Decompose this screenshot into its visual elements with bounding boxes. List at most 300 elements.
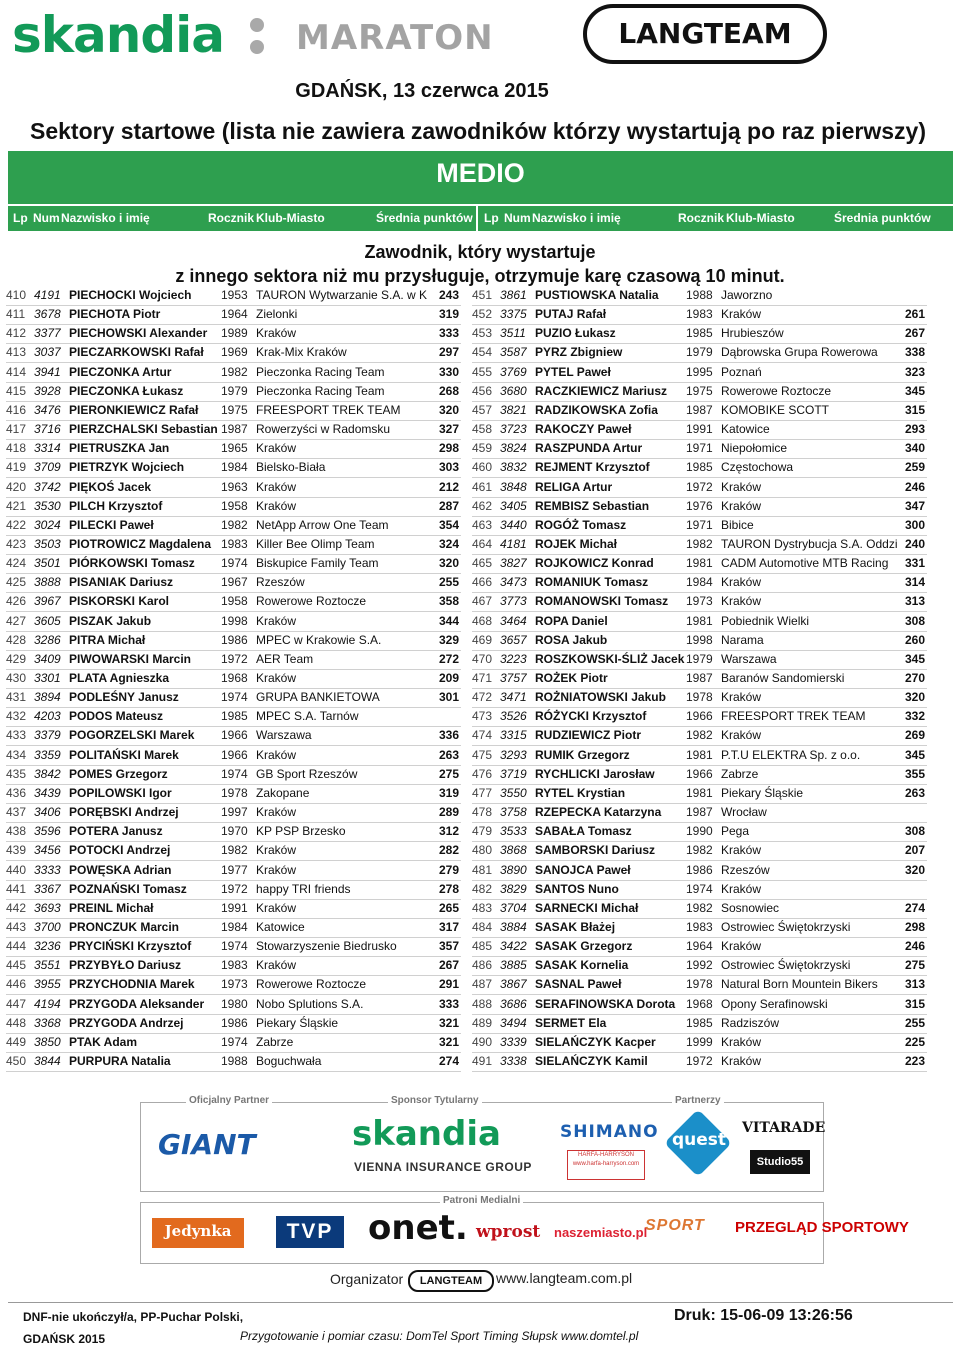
row-club: Rzeszów (256, 575, 305, 590)
row-club: Kraków (256, 843, 297, 858)
row-number: 3723 (500, 422, 527, 437)
row-year: 1974 (221, 766, 248, 781)
row-points: 345 (904, 651, 925, 666)
row-place: 464 (472, 536, 493, 551)
row-name: PYRZ Zbigniew (535, 345, 623, 360)
row-number: 3439 (34, 785, 61, 800)
row-points: 320 (904, 862, 925, 877)
row-points: 269 (904, 728, 925, 743)
table-row (472, 900, 927, 919)
row-name: RYTEL Krystian (535, 785, 626, 800)
row-place: 448 (6, 1015, 27, 1030)
row-number: 3367 (34, 881, 61, 896)
row-name: RAKOCZY Paweł (535, 422, 632, 437)
row-year: 1984 (221, 460, 248, 475)
row-club: Zielonki (256, 307, 298, 322)
row-year: 1971 (686, 441, 713, 456)
row-number: 4203 (34, 709, 61, 724)
row-year: 1983 (686, 307, 713, 322)
row-place: 449 (6, 1034, 27, 1049)
row-number: 3967 (34, 594, 61, 609)
tvp-logo: TVP (276, 1216, 344, 1248)
row-club: Kraków (256, 479, 297, 494)
row-club: Baranów Sandomierski (721, 671, 845, 685)
row-place: 418 (6, 441, 27, 456)
row-number: 3861 (500, 288, 527, 302)
table-row (472, 344, 927, 363)
row-year: 1981 (686, 556, 713, 571)
row-points: 263 (438, 747, 459, 762)
row-number: 3409 (34, 651, 61, 666)
row-club: Ostrowiec Świętokrzyski (721, 919, 851, 934)
table-row (472, 574, 927, 593)
table-row (6, 689, 461, 708)
row-points: 347 (904, 498, 925, 513)
row-place: 445 (6, 958, 27, 973)
row-number: 3848 (500, 479, 527, 494)
row-place: 482 (472, 881, 493, 896)
row-name: SASAK Kornelia (535, 958, 629, 973)
row-points: 320 (438, 556, 459, 571)
row-year: 1987 (686, 805, 713, 820)
row-year: 1971 (686, 517, 713, 532)
row-year: 1986 (221, 632, 248, 647)
row-points: 357 (438, 939, 459, 954)
table-row (472, 651, 927, 670)
row-year: 1984 (686, 575, 713, 590)
row-name: PREINL Michał (69, 900, 154, 915)
event-name: GDAŃSK 2015 (23, 1332, 106, 1346)
row-number: 3704 (500, 900, 527, 915)
row-place: 435 (6, 766, 27, 781)
row-place: 474 (472, 728, 493, 743)
row-year: 1981 (686, 613, 713, 628)
row-name: PRZYCHODNIA Marek (69, 977, 195, 992)
row-number: 3832 (500, 460, 527, 475)
print-timestamp: Druk: 15-06-09 13:26:56 (674, 1307, 853, 1324)
row-year: 1968 (221, 671, 248, 685)
row-club: happy TRI friends (256, 881, 351, 896)
row-number: 3827 (500, 556, 527, 571)
row-points: 336 (438, 728, 459, 743)
row-club: Kraków (721, 1054, 762, 1068)
row-points: 327 (438, 422, 459, 437)
row-points: 267 (438, 958, 459, 973)
row-name: PIERONKIEWICZ Rafał (69, 402, 199, 417)
row-name: REMBISZ Sebastian (535, 498, 650, 513)
table-row (472, 364, 927, 383)
row-name: POZNAŃSKI Tomasz (69, 881, 187, 896)
table-row (472, 383, 927, 402)
table-row (472, 862, 927, 881)
row-divider (6, 1071, 461, 1072)
row-name: RUDZIEWICZ Piotr (535, 728, 641, 743)
row-name: SANTOS Nuno (535, 881, 619, 896)
row-club: Kraków (721, 728, 762, 743)
row-place: 438 (6, 824, 27, 839)
row-points: 274 (438, 1054, 459, 1068)
row-club: Zabrze (256, 1034, 294, 1049)
row-number: 3368 (34, 1015, 61, 1030)
row-club: Kraków (256, 958, 297, 973)
row-year: 1984 (221, 919, 248, 934)
row-name: SABAŁA Tomasz (535, 824, 632, 839)
table-row (472, 842, 927, 861)
row-name: PIĘKOŚ Jacek (69, 479, 152, 494)
harfa-harryson-logo: HARFA-HARRYSON www.harfa-harryson.com (567, 1150, 645, 1180)
col-points: Średnia punktów (376, 211, 473, 225)
table-row (472, 938, 927, 957)
table-row (472, 325, 927, 344)
row-year: 1981 (686, 785, 713, 800)
studio55-logo: Studio55 (750, 1150, 810, 1174)
row-number: 3719 (500, 766, 527, 781)
row-club: KP PSP Brzesko (256, 824, 346, 839)
row-points: 287 (438, 498, 459, 513)
row-place: 467 (472, 594, 493, 609)
row-club: Dąbrowska Grupa Rowerowa (721, 345, 878, 360)
row-club: Zakopane (256, 785, 310, 800)
row-year: 1975 (221, 402, 248, 417)
row-number: 3884 (500, 919, 527, 934)
row-place: 419 (6, 460, 27, 475)
row-place: 414 (6, 364, 27, 379)
row-year: 1997 (221, 805, 248, 820)
row-place: 490 (472, 1034, 493, 1049)
row-number: 3700 (34, 919, 61, 934)
table-row (6, 919, 461, 938)
row-club: FREESPORT TREK TEAM (256, 402, 401, 417)
row-number: 3526 (500, 709, 527, 724)
table-row (472, 593, 927, 612)
row-name: PISZAK Jakub (69, 613, 152, 628)
row-place: 485 (472, 939, 493, 954)
row-number: 3709 (34, 460, 61, 475)
row-club: P.T.U ELEKTRA Sp. z o.o. (721, 747, 861, 762)
row-year: 1974 (221, 1034, 248, 1049)
row-place: 476 (472, 766, 493, 781)
table-row (6, 938, 461, 957)
row-club: Sosnowiec (721, 900, 780, 915)
row-year: 1978 (686, 977, 713, 992)
row-place: 455 (472, 364, 493, 379)
table-row (6, 766, 461, 785)
row-year: 1974 (686, 881, 713, 896)
row-club: Rzeszów (721, 862, 770, 877)
row-name: PIETRUSZKA Jan (69, 441, 170, 456)
row-points: 312 (438, 824, 459, 839)
row-number: 3757 (500, 671, 527, 685)
row-year: 1972 (221, 651, 248, 666)
row-name: PIECHOWSKI Alexander (69, 326, 208, 341)
table-row (472, 823, 927, 842)
naszemiasto-logo: naszemiasto.pl (554, 1225, 648, 1240)
row-place: 434 (6, 747, 27, 762)
row-name: SIELAŃCZYK Kamil (535, 1054, 648, 1068)
row-year: 1982 (686, 843, 713, 858)
table-row (472, 957, 927, 976)
row-place: 458 (472, 422, 493, 437)
row-name: RÓŻYCKI Krzysztof (535, 709, 647, 724)
table-row (6, 842, 461, 861)
row-name: RASZPUNDA Artur (535, 441, 643, 456)
row-year: 1953 (221, 288, 248, 302)
row-number: 3405 (500, 498, 527, 513)
row-place: 456 (472, 383, 493, 398)
row-points: 260 (904, 632, 925, 647)
row-points: 358 (438, 594, 459, 609)
row-points: 265 (438, 900, 459, 915)
row-number: 3037 (34, 345, 61, 360)
row-name: PUSTIOWSKA Natalia (535, 288, 659, 302)
row-name: ROJEK Michał (535, 536, 618, 551)
row-name: PTAK Adam (69, 1034, 138, 1049)
row-year: 1979 (686, 345, 713, 360)
row-place: 478 (472, 805, 493, 820)
table-row (6, 785, 461, 804)
row-name: PRZYGODA Andrzej (69, 1015, 184, 1030)
row-number: 3868 (500, 843, 527, 858)
row-club: Kraków (256, 326, 297, 341)
row-year: 1979 (221, 383, 248, 398)
row-name: PRZYGODA Aleksander (69, 996, 205, 1011)
media-label: Patroni Medialni (440, 1195, 523, 1206)
row-number: 3773 (500, 594, 527, 609)
row-number: 3758 (500, 805, 527, 820)
row-place: 488 (472, 996, 493, 1011)
row-points: 323 (904, 364, 925, 379)
row-year: 1958 (221, 498, 248, 513)
row-club: Kraków (256, 498, 297, 513)
row-number: 3894 (34, 690, 61, 705)
row-club: NetApp Arrow One Team (256, 517, 389, 532)
row-place: 423 (6, 536, 27, 551)
organizer-label: Organizator (330, 1271, 404, 1287)
row-name: ROGÓŻ Tomasz (535, 517, 627, 532)
row-points: 261 (904, 307, 925, 322)
table-row (472, 919, 927, 938)
row-points: 332 (904, 709, 925, 724)
row-place: 454 (472, 345, 493, 360)
row-points: 319 (438, 307, 459, 322)
row-number: 3550 (500, 785, 527, 800)
row-place: 420 (6, 479, 27, 494)
table-row (6, 1015, 461, 1034)
row-points: 333 (438, 996, 459, 1011)
row-place: 442 (6, 900, 27, 915)
page-title: Sektory startowe (lista nie zawiera zawodników którzy wystartują po raz pierwszy) (30, 118, 926, 144)
row-year: 1986 (686, 862, 713, 877)
row-name: SASAK Grzegorz (535, 939, 633, 954)
row-name: PIÓRKOWSKI Tomasz (69, 556, 195, 571)
table-row (472, 996, 927, 1015)
row-club: GB Sport Rzeszów (256, 766, 358, 781)
row-place: 483 (472, 900, 493, 915)
table-row (6, 593, 461, 612)
tvp-sport-logo: SPORT (645, 1217, 705, 1234)
table-row (6, 708, 461, 727)
row-number: 3333 (34, 862, 61, 877)
row-club: Pega (721, 824, 750, 839)
notice-line-1: Zawodnik, który wystartuje (364, 242, 596, 262)
row-name: RYCHLICKI Jarosław (535, 766, 655, 781)
row-place: 479 (472, 824, 493, 839)
row-club: MPEC S.A. Tarnów (256, 709, 359, 724)
row-number: 3716 (34, 422, 61, 437)
row-club: Pieczonka Racing Team (256, 364, 385, 379)
row-place: 460 (472, 460, 493, 475)
row-name: PIECHOCKI Wojciech (69, 288, 192, 302)
row-number: 3928 (34, 383, 61, 398)
table-row (472, 632, 927, 651)
row-club: Katowice (256, 919, 305, 934)
row-year: 1982 (221, 843, 248, 858)
row-place: 451 (472, 288, 493, 302)
row-name: PODLEŚNY Janusz (69, 690, 179, 705)
row-club: Kraków (721, 307, 762, 322)
table-row (6, 364, 461, 383)
row-points: 282 (438, 843, 459, 858)
table-row (472, 785, 927, 804)
row-year: 1983 (686, 919, 713, 934)
row-year: 1979 (686, 651, 713, 666)
table-row (6, 287, 461, 306)
row-number: 3678 (34, 307, 61, 322)
col-lp: Lp (13, 211, 28, 225)
row-points: 223 (904, 1054, 925, 1068)
row-year: 1999 (686, 1034, 713, 1049)
row-number: 3293 (500, 747, 527, 762)
organizer-url[interactable]: www.langteam.com.pl (496, 1270, 633, 1286)
table-row (6, 306, 461, 325)
row-place: 468 (472, 613, 493, 628)
table-row (472, 689, 927, 708)
row-name: POWĘSKA Adrian (69, 862, 172, 877)
row-year: 1992 (686, 958, 713, 973)
table-row (6, 459, 461, 478)
row-year: 1995 (686, 364, 713, 379)
row-name: ROMANOWSKI Tomasz (535, 594, 669, 609)
row-name: POGORZELSKI Marek (69, 728, 195, 743)
row-name: POLITAŃSKI Marek (69, 747, 179, 762)
row-number: 3476 (34, 402, 61, 417)
row-year: 1966 (221, 728, 248, 743)
row-points: 274 (904, 900, 925, 915)
row-place: 461 (472, 479, 493, 494)
row-number: 4191 (34, 288, 61, 302)
row-year: 1998 (686, 632, 713, 647)
row-year: 1969 (221, 345, 248, 360)
row-club: Jaworzno (721, 288, 773, 302)
row-club: Kraków (256, 747, 297, 762)
row-club: Kraków (721, 1034, 762, 1049)
table-row (472, 708, 927, 727)
row-place: 457 (472, 402, 493, 417)
table-row (472, 555, 927, 574)
row-year: 1978 (221, 785, 248, 800)
row-club: Częstochowa (721, 460, 794, 475)
row-points: 291 (438, 977, 459, 992)
row-number: 3314 (34, 441, 61, 456)
row-place: 422 (6, 517, 27, 532)
row-club: Narama (721, 632, 764, 647)
row-year: 1973 (221, 977, 248, 992)
row-year: 1974 (221, 556, 248, 571)
row-club: Krak-Mix Kraków (256, 345, 347, 360)
row-club: Piekary Śląskie (256, 1015, 339, 1030)
row-number: 3742 (34, 479, 61, 494)
row-place: 416 (6, 402, 27, 417)
row-club: MPEC w Krakowie S.A. (256, 632, 382, 647)
col-year: Rocznik (208, 211, 255, 225)
row-club: Boguchwała (256, 1054, 322, 1068)
row-club: Kraków (721, 690, 762, 705)
row-points: 297 (438, 345, 459, 360)
row-year: 1991 (221, 900, 248, 915)
table-row (472, 421, 927, 440)
row-name: PIOTROWICZ Magdalena (69, 536, 212, 551)
row-number: 3236 (34, 939, 61, 954)
row-place: 480 (472, 843, 493, 858)
table-row (472, 804, 927, 823)
row-club: Biskupice Family Team (256, 556, 379, 571)
row-year: 1990 (686, 824, 713, 839)
row-points: 270 (904, 671, 925, 685)
row-place: 452 (472, 307, 493, 322)
official-partner-label: Oficjalny Partner (186, 1095, 272, 1106)
row-points: 207 (904, 843, 925, 858)
row-number: 3885 (500, 958, 527, 973)
row-name: PILECKI Paweł (69, 517, 154, 532)
row-year: 1982 (221, 364, 248, 379)
row-place: 453 (472, 326, 493, 341)
row-place: 475 (472, 747, 493, 762)
row-year: 1985 (221, 709, 248, 724)
row-number: 3422 (500, 939, 527, 954)
footer-legend (23, 1306, 243, 1350)
table-row (6, 613, 461, 632)
row-year: 1982 (686, 900, 713, 915)
row-number: 3587 (500, 345, 527, 360)
row-number: 3844 (34, 1054, 61, 1068)
row-name: SASNAL Paweł (535, 977, 622, 992)
table-row (6, 402, 461, 421)
row-number: 3456 (34, 843, 61, 858)
row-place: 471 (472, 671, 493, 685)
table-row (6, 727, 461, 746)
row-number: 3501 (34, 556, 61, 571)
row-name: PILCH Krzysztof (69, 498, 163, 513)
col-lp: Lp (484, 211, 499, 225)
row-number: 3530 (34, 498, 61, 513)
row-points: 308 (904, 824, 925, 839)
row-points: 313 (904, 977, 925, 992)
row-year: 1985 (686, 1015, 713, 1030)
row-club: Kraków (721, 881, 762, 896)
row-number: 3686 (500, 996, 527, 1011)
row-year: 1972 (686, 1054, 713, 1068)
row-club: Niepołomice (721, 441, 788, 456)
row-name: ROŻEK Piotr (535, 671, 608, 685)
row-year: 1963 (221, 479, 248, 494)
table-row (472, 517, 927, 536)
row-name: PIECZONKA Artur (69, 364, 172, 379)
row-points: 314 (904, 575, 925, 590)
row-number: 3596 (34, 824, 61, 839)
skandia-sponsor-logo: skandia (352, 1114, 501, 1154)
row-place: 484 (472, 919, 493, 934)
row-points: 275 (438, 766, 459, 781)
